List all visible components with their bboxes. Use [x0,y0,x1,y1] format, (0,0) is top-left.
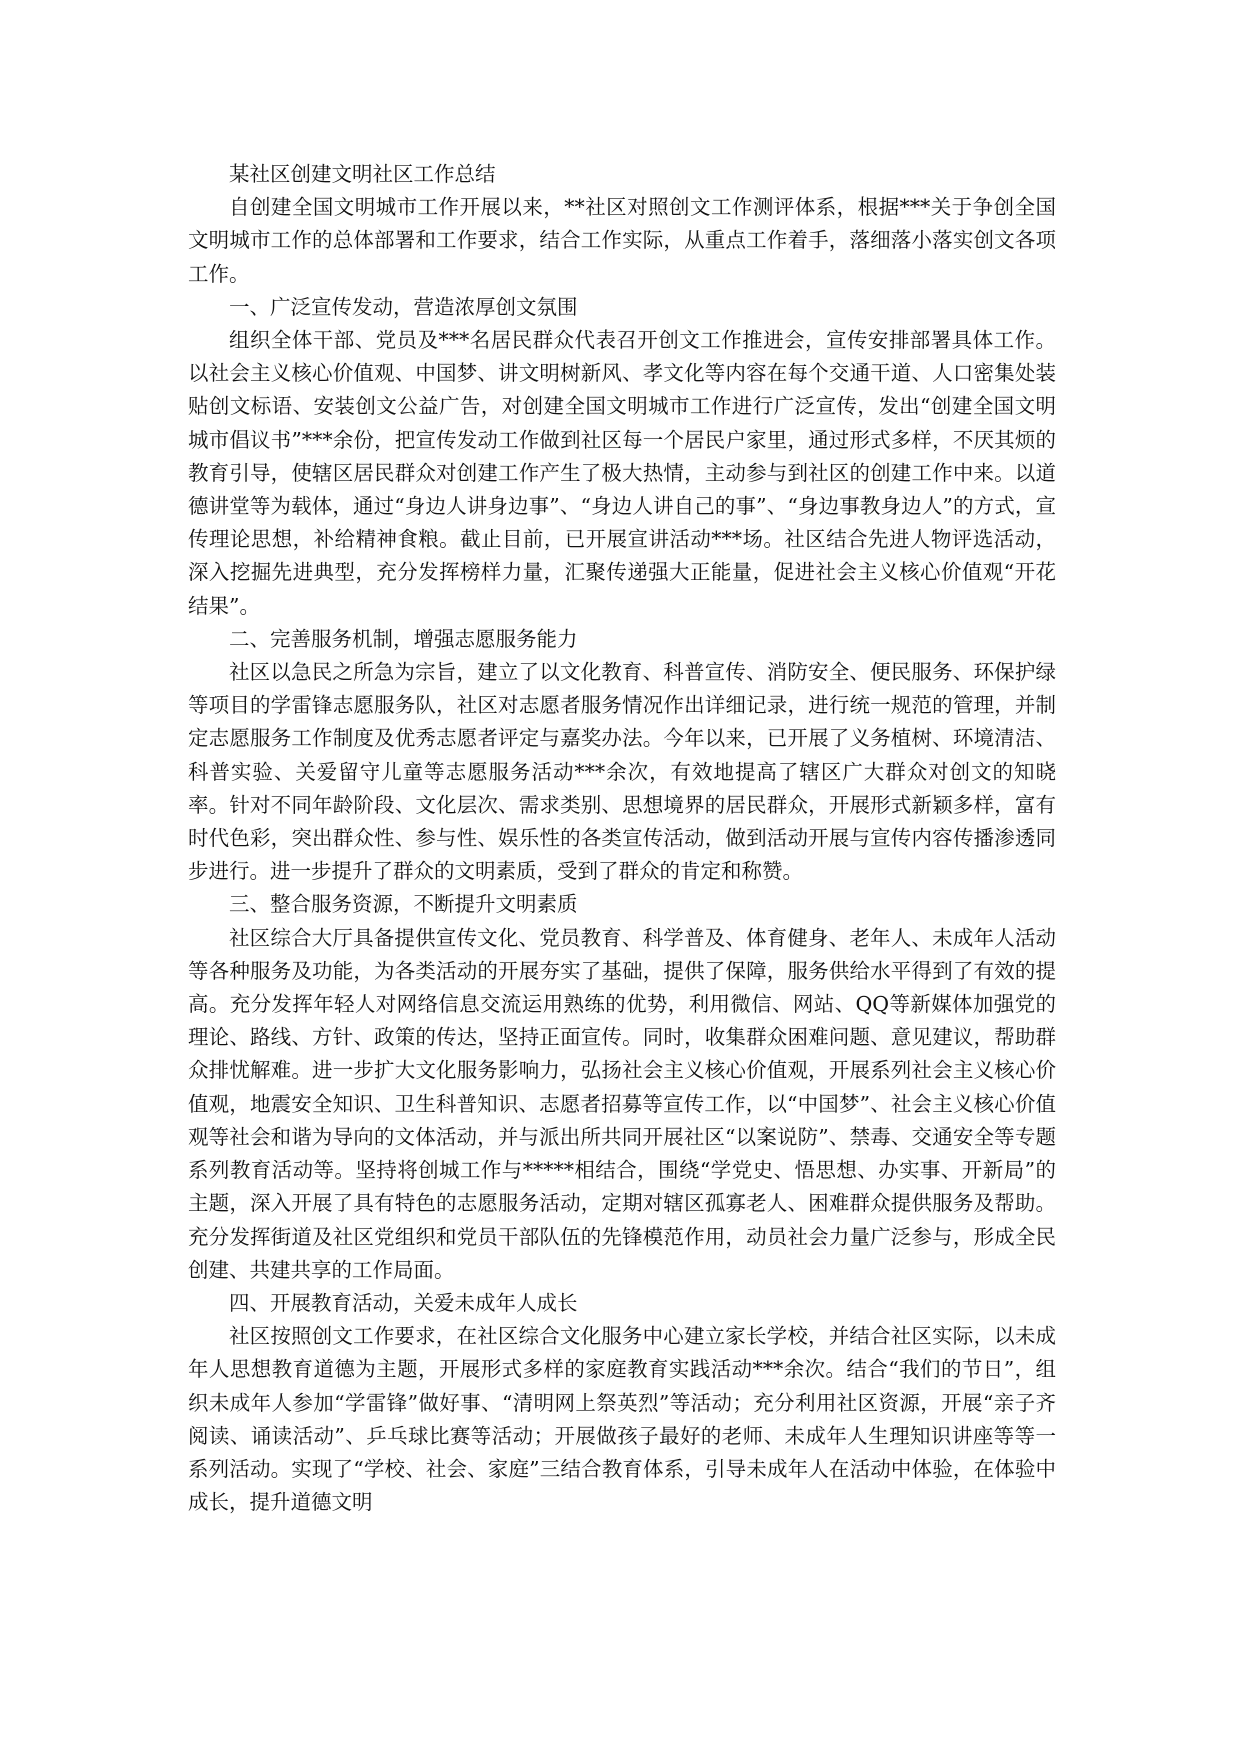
section-heading-4: 四、开展教育活动，关爱未成年人成长 [229,1290,578,1315]
intro-paragraph: 自创建全国文明城市工作开展以来，**社区对照创文工作测评体系，根据***关于争创全国文明城市工作的总体部署和工作要求，结合工作实际，从重点工作着手，落细落小落实创文各项工作。 [188,195,1056,286]
section-body-3: 社区综合大厅具备提供宣传文化、党员教育、科学普及、体育健身、老年人、未成年人活动等各种服务及功能，为各类活动的开展夯实了基础，提供了保障，服务供给水平得到了有效的提高。充分发挥年轻人对网络信息交流运用熟练的优势，利用微信、网站、QQ等新媒体加强党的理论、路线、方针、政策的传达，坚持正面宣传。同时，收集群众困难问题、意见建议，帮助群众排忧解难。进一步扩大文化服务影响力，弘扬社会主义核心价值观，开展系列社会主义核心价值观，地震安全知识、卫生科普知识、志愿者招募等宣传工作，以“中国梦”、社会主义核心价值观等社会和谐为导向的文体活动，并与派出所共同开展社区“以案说防”、禁毒、交通安全等专题系列教育活动等。坚持将创城工作与*****相结合，围绕“学党史、悟思想、办实事、开新局”的主题，深入开展了具有特色的志愿服务活动，定期对辖区孤寡老人、困难群众提供服务及帮助。充分发挥街道及社区党组织和党员干部队伍的先锋模范作用，动员社会力量广泛参与，形成全民创建、共建共享的工作局面。 [188,925,1056,1282]
section-heading-1: 一、广泛宣传发动，营造浓厚创文氛围 [229,294,578,319]
document-title: 某社区创建文明社区工作总结 [229,162,496,186]
section-heading-2: 二、完善服务机制，增强志愿服务能力 [229,626,578,651]
section-body-2: 社区以急民之所急为宗旨，建立了以文化教育、科普宣传、消防安全、便民服务、环保护绿等项目的学雷锋志愿服务队，社区对志愿者服务情况作出详细记录，进行统一规范的管理，并制定志愿服务工作制度及优秀志愿者评定与嘉奖办法。今年以来，已开展了义务植树、环境清洁、科普实验、关爱留守儿童等志愿服务活动***余次，有效地提高了辖区广大群众对创文的知晓率。针对不同年龄阶段、文化层次、需求类别、思想境界的居民群众，开展形式新颖多样，富有时代色彩，突出群众性、参与性、娱乐性的各类宣传活动，做到活动开展与宣传内容传播渗透同步进行。进一步提升了群众的文明素质，受到了群众的肯定和称赞。 [188,660,1056,884]
section-body-1: 组织全体干部、党员及***名居民群众代表召开创文工作推进会，宣传安排部署具体工作。以社会主义核心价值观、中国梦、讲文明树新风、孝文化等内容在每个交通干道、人口密集处装贴创文标语、安装创文公益广告，对创建全国文明城市工作进行广泛宣传，发出“创建全国文明城市倡议书”***余份，把宣传发动工作做到社区每一个居民户家里，通过形式多样，不厌其烦的教育引导，使辖区居民群众对创建工作产生了极大热情，主动参与到社区的创建工作中来。以道德讲堂等为载体，通过“身边人讲身边事”、“身边人讲自己的事”、“身边事教身边人”的方式，宣传理论思想，补给精神食粮。截止目前，已开展宣讲活动***场。社区结合先进人物评选活动，深入挖掘先进典型，充分发挥榜样力量，汇聚传递强大正能量，促进社会主义核心价值观“开花结果”。 [188,328,1056,618]
section-heading-3: 三、整合服务资源，不断提升文明素质 [229,892,578,917]
section-body-4: 社区按照创文工作要求，在社区综合文化服务中心建立家长学校，并结合社区实际，以未成年人思想教育道德为主题，开展形式多样的家庭教育实践活动***余次。结合“我们的节日”，组织未成年人参加“学雷锋”做好事、“清明网上祭英烈”等活动；充分利用社区资源，开展“亲子齐阅读、诵读活动”、乒乓球比赛等活动；开展做孩子最好的老师、未成年人生理知识讲座等等一系列活动。实现了“学校、社会、家庭”三结合教育体系，引导未成年人在活动中体验，在体验中成长，提升道德文明 [188,1324,1056,1515]
document-page [188,158,1056,1519]
